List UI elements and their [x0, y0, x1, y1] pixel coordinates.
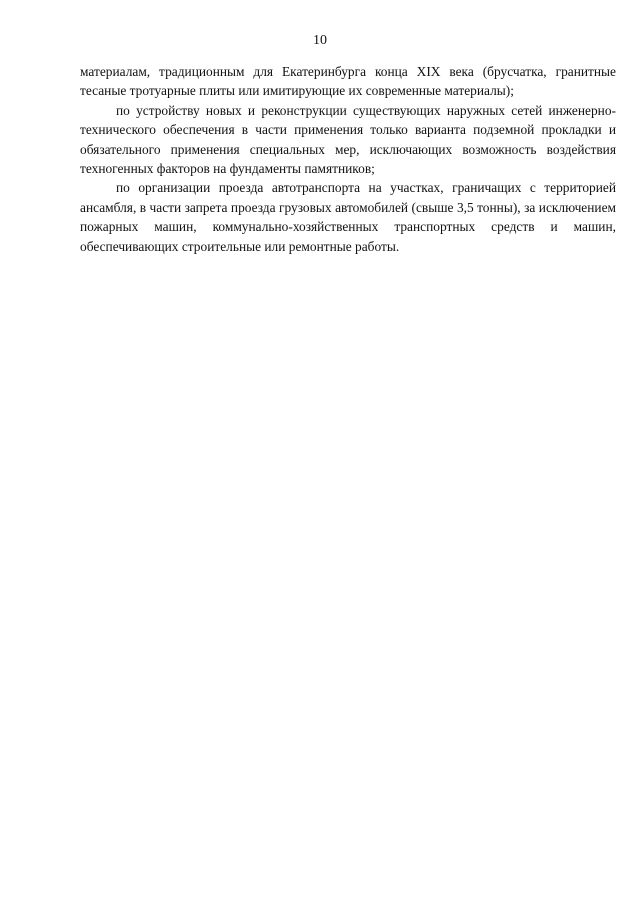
page-number: 10: [313, 33, 327, 48]
paragraph-materials: материалам, традиционным для Екатеринбурга конца XIX века (брусчатка, гранитные тесаные тротуарные плиты или имитирующие их современные материалы);: [80, 64, 616, 99]
paragraph-engineering-networks: по устройству новых и реконструкции существующих наружных сетей инженерно-технического обеспечения в части применения только варианта подземной прокладки и обязательного применения специальных мер, исключающих возможность воздействия техногенных факторов на фундаменты памятников;: [80, 102, 616, 177]
document-body: [80, 62, 616, 256]
paragraph-traffic-organization: по организации проезда автотранспорта на участках, граничащих с территорией ансамбля, в части запрета проезда грузовых автомобилей (свыше 3,5 тонны), за исключением пожарных машин, коммунально-хозяйственных транспортных средств и машин, обеспечивающих строительные или ремонтные работы.: [80, 180, 616, 254]
